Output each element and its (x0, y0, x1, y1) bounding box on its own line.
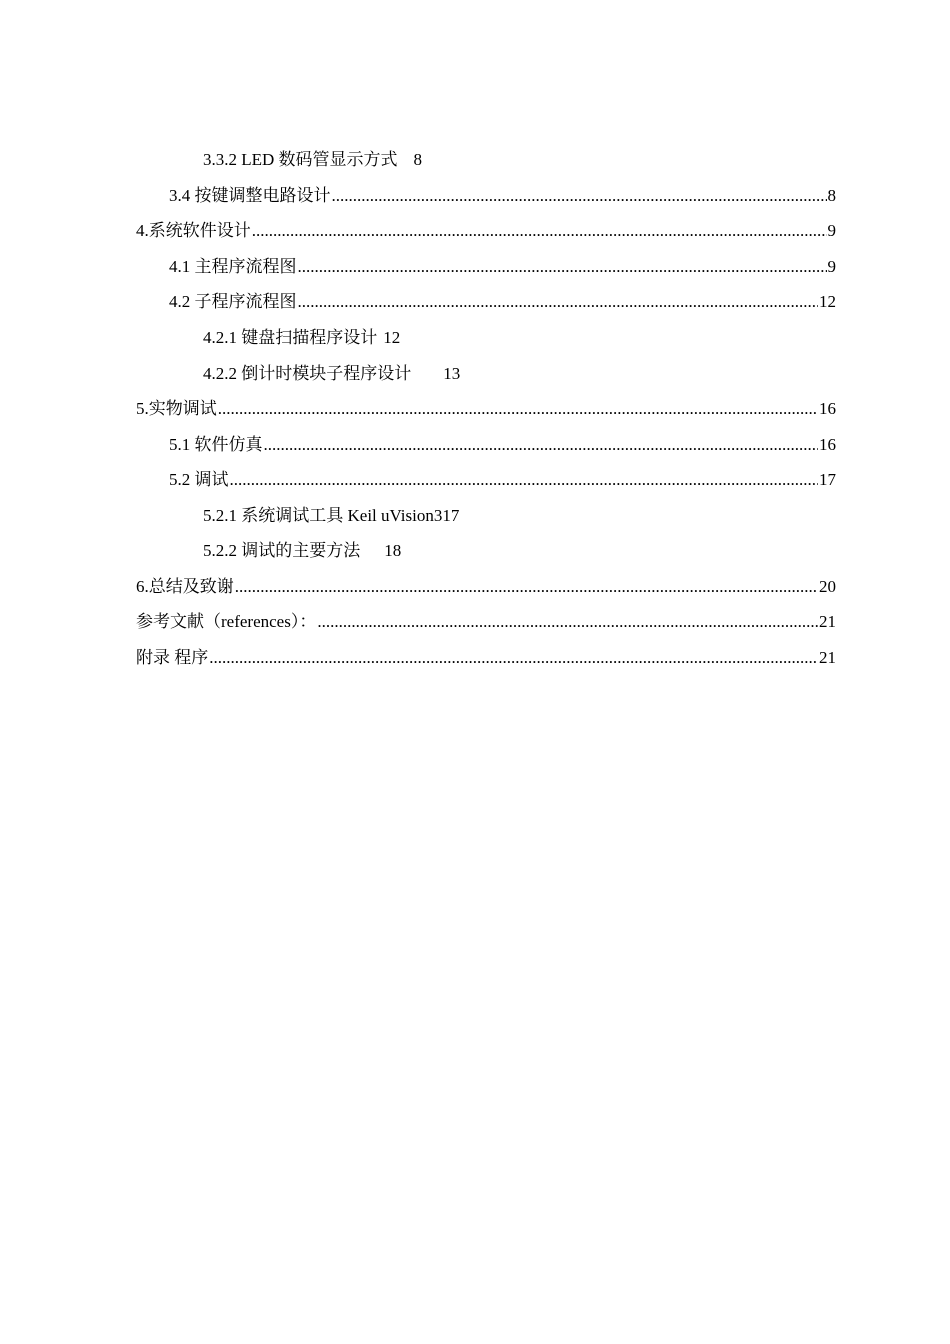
toc-entry-label: 5.2.2 调试的主要方法 (203, 541, 361, 560)
toc-entry-5-1[interactable] (169, 433, 836, 457)
toc-entry-page: 12 (383, 328, 401, 347)
toc-entry-page: 16 (819, 399, 836, 418)
toc-entry-page: 8 (413, 150, 423, 169)
toc-entry-page: 21 (819, 612, 836, 631)
toc-entry-page: 21 (819, 648, 836, 667)
toc-entry-page: 13 (443, 364, 461, 383)
toc-entry-label: 4.系统软件设计 (136, 221, 251, 240)
toc-dot-leader (298, 255, 827, 279)
toc-entry-label: 附录 程序 (136, 648, 209, 667)
toc-dot-leader (230, 468, 819, 492)
toc-entry-4-1[interactable] (169, 255, 836, 279)
toc-entry-label: 4.2.1 键盘扫描程序设计 (203, 328, 378, 347)
toc-entry-4-2[interactable] (169, 290, 836, 314)
toc-entry-label: 5.1 软件仿真 (169, 435, 263, 454)
toc-entry-6[interactable] (136, 575, 836, 599)
toc-dot-leader (218, 397, 818, 421)
toc-entry-5-2[interactable] (169, 468, 836, 492)
toc-entry-label: 5.2 调试 (169, 470, 229, 489)
toc-entry-5-2-2[interactable] (203, 539, 401, 563)
toc-entry-label: 3.4 按键调整电路设计 (169, 186, 331, 205)
toc-dot-leader (298, 290, 819, 314)
toc-entry-4[interactable] (136, 219, 836, 243)
toc-entry-references[interactable] (136, 610, 836, 634)
toc-entry-label: 4.2.2 倒计时模块子程序设计 (203, 364, 412, 383)
toc-entry-label: 6.总结及致谢 (136, 577, 234, 596)
toc-entry-label: 4.2 子程序流程图 (169, 292, 297, 311)
toc-entry-4-2-2[interactable] (203, 362, 460, 386)
toc-dot-leader (252, 219, 827, 243)
toc-entry-page: 17 (819, 470, 836, 489)
toc-entry-label: 5.2.1 系统调试工具 Keil uVision3 (203, 506, 443, 525)
toc-entry-label: 4.1 主程序流程图 (169, 257, 297, 276)
toc-entry-page: 9 (827, 221, 836, 240)
toc-entry-page: 9 (827, 257, 836, 276)
toc-entry-3-4[interactable] (169, 184, 836, 208)
toc-dot-leader (317, 610, 818, 634)
toc-entry-page: 20 (819, 577, 836, 596)
toc-dot-leader (209, 646, 818, 670)
toc-entry-5-2-1[interactable] (203, 504, 459, 528)
toc-entry-label: 参考文献（references）： (136, 612, 317, 631)
toc-dot-leader (264, 433, 819, 457)
toc-entry-3-3-2[interactable] (203, 148, 422, 172)
toc-entry-4-2-1[interactable] (203, 326, 400, 350)
toc-entry-page: 8 (827, 186, 836, 205)
toc-entry-5[interactable] (136, 397, 836, 421)
toc-entry-label: 5.实物调试 (136, 399, 217, 418)
toc-entry-appendix[interactable] (136, 646, 836, 670)
toc-entry-page: 17 (442, 506, 460, 525)
toc-entry-label: 3.3.2 LED 数码管显示方式 (203, 150, 398, 169)
toc-entry-page: 16 (819, 435, 836, 454)
toc-dot-leader (332, 184, 827, 208)
toc-entry-page: 18 (384, 541, 402, 560)
toc-dot-leader (235, 575, 818, 599)
toc-entry-page: 12 (819, 292, 836, 311)
